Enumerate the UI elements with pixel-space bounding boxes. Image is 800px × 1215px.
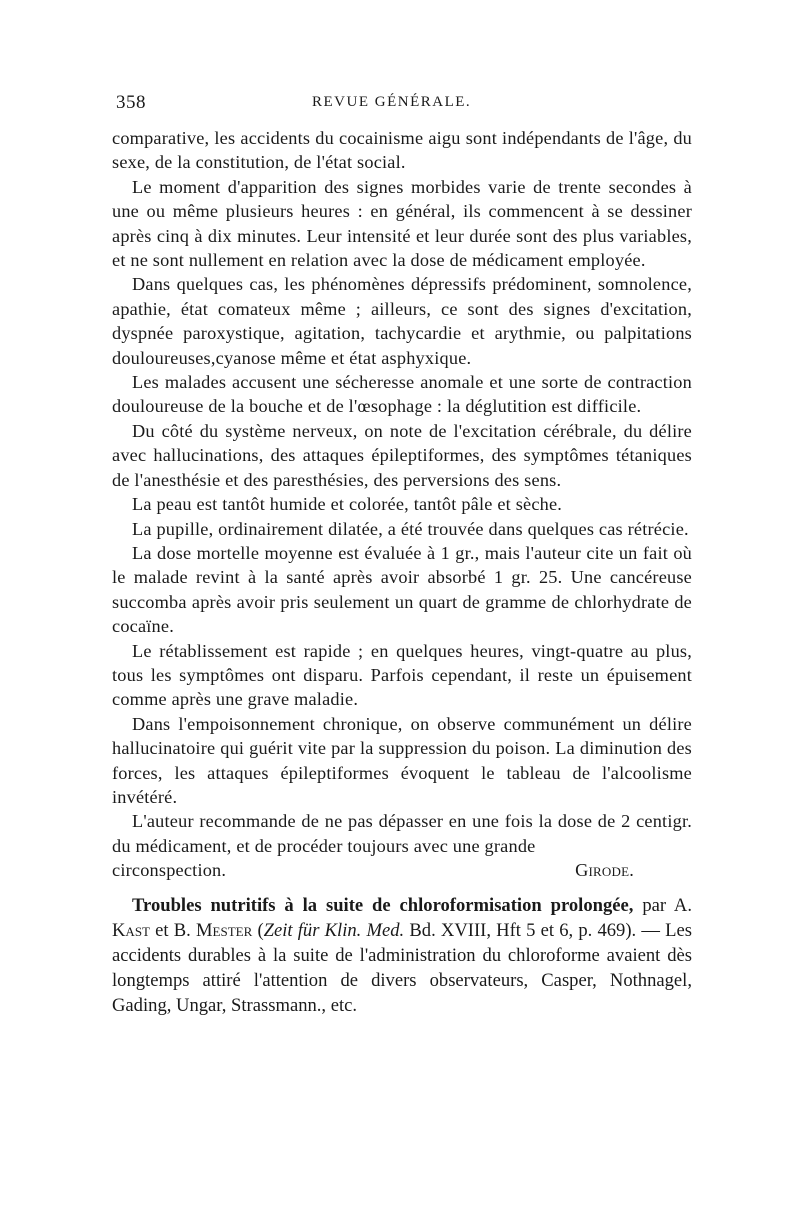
running-header [112, 92, 692, 126]
section-author-mester: Mester [196, 919, 253, 941]
section-journal: Zeit für Klin. Med. [263, 919, 405, 941]
closing-line [112, 858, 692, 882]
section-source-open: ( [252, 919, 264, 941]
page-number: 358 [116, 92, 146, 113]
closing-text: circonspection. [112, 860, 227, 881]
paragraph-pupil: La pupille, ordinairement dilatée, a été trouvée dans quelques cas rétrécie. [132, 518, 689, 539]
paragraph-recommendation: L'auteur recommande de ne pas dépasser en une fois la dose de 2 centigr. du médicament, et de procéder toujours avec une grande [112, 811, 692, 856]
paragraph-onset: Le moment d'apparition des signes morbides varie de trente secondes à une ou même plusieurs heures : en général, ils commencent à se dessiner après cinq à dix minutes. Leur intensité et leur durée sont des plus variables, et ne sont nullement en relation avec la dose de médicament employée. [112, 176, 692, 271]
section-title: Troubles nutritifs à la suite de chloroformisation prolongée, [132, 894, 634, 916]
section-body: Les accidents durables à la suite de l'administration du chloroforme avaient dès longtemps attiré l'attention de divers observateurs, Casper, Nothnagel, Gading, Ungar, Strassmann., etc. [112, 919, 692, 1017]
document-page [112, 92, 692, 1037]
paragraph-depressive: Dans quelques cas, les phénomènes dépressifs prédominent, somnolence, apathie, état comateux même ; ailleurs, ce sont des signes d'excitation, dyspnée paroxystique, agitation, tachycardie et arythmie, ou palpitations douloureuses,cyanose même et état asphyxique. [112, 274, 692, 368]
paragraph-dose: La dose mortelle moyenne est évaluée à 1 gr., mais l'auteur cite un fait où le malade revint à la santé après avoir absorbé 1 gr. 25. Une cancéreuse succomba après avoir pris seulement un quart de gramme de chlorhydrate de cocaïne. [112, 542, 692, 637]
paragraph-nervous: Du côté du système nerveux, on note de l'excitation cérébrale, du délire avec hallucinations, des attaques épileptiformes, des symptômes tétaniques de l'anesthésie et des paresthésies, des perversions des sens. [112, 420, 692, 490]
paragraph-chronic: Dans l'empoisonnement chronique, on observe communément un délire hallucinatoire qui guérit vite par la suppression du poison. La diminution des forces, les attaques épileptiformes évoquent le tableau de l'alcoolisme invétéré. [112, 713, 692, 807]
section-par: par A. [633, 894, 693, 916]
section-et: et B. [150, 919, 197, 941]
paragraph-skin: La peau est tantôt humide et colorée, tantôt pâle et sèche. [132, 494, 563, 515]
running-title: REVUE GÉNÉRALE. [312, 94, 472, 110]
paragraph-dryness: Les malades accusent une sécheresse anomale et une sorte de contraction douloureuse de la bouche et de l'œsophage : la déglutition est difficile. [112, 372, 692, 417]
paragraph-continuation: comparative, les accidents du cocainisme aigu sont indépendants de l'âge, du sexe, de la constitution, de l'état social. [112, 128, 692, 173]
paragraph-recovery: Le rétablissement est rapide ; en quelques heures, vingt-quatre au plus, tous les symptômes ont disparu. Parfois cependant, il reste un épuisement comme après une grave maladie. [112, 640, 692, 710]
author-signature: Girode. [575, 860, 634, 881]
next-section [112, 893, 692, 1019]
section-citation: Bd. XVIII, Hft 5 et 6, p. 469). — [404, 919, 666, 941]
section-author-kast: Kast [112, 919, 150, 941]
